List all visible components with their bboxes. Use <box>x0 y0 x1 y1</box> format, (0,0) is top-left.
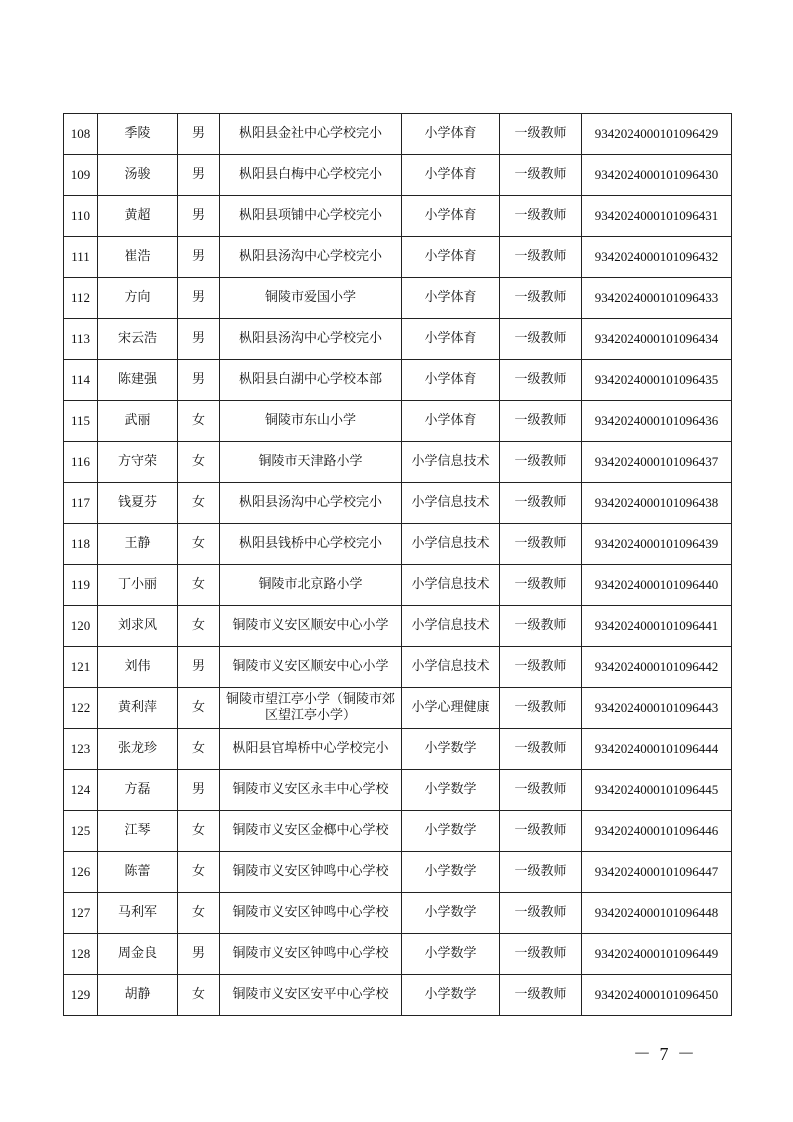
cell-title: 一级教师 <box>500 975 582 1016</box>
cell-cert: 9342024000101096443 <box>582 688 732 729</box>
cell-title: 一级教师 <box>500 401 582 442</box>
cell-school: 枞阳县汤沟中心学校完小 <box>220 319 402 360</box>
cell-subject: 小学数学 <box>402 934 500 975</box>
cell-name: 方向 <box>98 278 178 319</box>
cell-title: 一级教师 <box>500 729 582 770</box>
cell-title: 一级教师 <box>500 852 582 893</box>
cell-name: 陈建强 <box>98 360 178 401</box>
cell-name: 陈蕾 <box>98 852 178 893</box>
cell-subject: 小学数学 <box>402 852 500 893</box>
cell-gender: 男 <box>178 114 220 155</box>
table-row <box>64 196 732 237</box>
cell-cert: 9342024000101096447 <box>582 852 732 893</box>
cell-subject: 小学体育 <box>402 196 500 237</box>
teacher-roster-table <box>63 113 732 1016</box>
table-row <box>64 442 732 483</box>
cell-title: 一级教师 <box>500 360 582 401</box>
cell-subject: 小学体育 <box>402 278 500 319</box>
cell-subject: 小学体育 <box>402 114 500 155</box>
cell-no: 114 <box>64 360 98 401</box>
cell-no: 119 <box>64 565 98 606</box>
table-row <box>64 688 732 729</box>
cell-name: 宋云浩 <box>98 319 178 360</box>
cell-name: 黄利萍 <box>98 688 178 729</box>
cell-school: 铜陵市义安区安平中心学校 <box>220 975 402 1016</box>
cell-school: 铜陵市东山小学 <box>220 401 402 442</box>
cell-name: 崔浩 <box>98 237 178 278</box>
cell-school: 铜陵市义安区顺安中心小学 <box>220 647 402 688</box>
cell-subject: 小学信息技术 <box>402 524 500 565</box>
cell-title: 一级教师 <box>500 770 582 811</box>
cell-cert: 9342024000101096448 <box>582 893 732 934</box>
cell-no: 110 <box>64 196 98 237</box>
cell-gender: 男 <box>178 770 220 811</box>
cell-no: 112 <box>64 278 98 319</box>
cell-no: 109 <box>64 155 98 196</box>
cell-title: 一级教师 <box>500 934 582 975</box>
cell-title: 一级教师 <box>500 524 582 565</box>
cell-title: 一级教师 <box>500 196 582 237</box>
cell-school: 铜陵市天津路小学 <box>220 442 402 483</box>
cell-no: 124 <box>64 770 98 811</box>
cell-name: 刘伟 <box>98 647 178 688</box>
cell-gender: 男 <box>178 934 220 975</box>
table-row <box>64 524 732 565</box>
cell-no: 122 <box>64 688 98 729</box>
cell-title: 一级教师 <box>500 565 582 606</box>
cell-subject: 小学数学 <box>402 729 500 770</box>
cell-cert: 9342024000101096436 <box>582 401 732 442</box>
table-row <box>64 114 732 155</box>
cell-subject: 小学信息技术 <box>402 647 500 688</box>
cell-cert: 9342024000101096445 <box>582 770 732 811</box>
cell-cert: 9342024000101096432 <box>582 237 732 278</box>
table-row <box>64 852 732 893</box>
cell-gender: 女 <box>178 811 220 852</box>
cell-name: 季陵 <box>98 114 178 155</box>
cell-cert: 9342024000101096446 <box>582 811 732 852</box>
cell-name: 丁小丽 <box>98 565 178 606</box>
cell-cert: 9342024000101096438 <box>582 483 732 524</box>
cell-name: 方守荣 <box>98 442 178 483</box>
cell-school: 枞阳县项铺中心学校完小 <box>220 196 402 237</box>
cell-school: 枞阳县官埠桥中心学校完小 <box>220 729 402 770</box>
cell-cert: 9342024000101096435 <box>582 360 732 401</box>
cell-cert: 9342024000101096441 <box>582 606 732 647</box>
cell-school: 枞阳县白湖中心学校本部 <box>220 360 402 401</box>
cell-gender: 男 <box>178 196 220 237</box>
cell-title: 一级教师 <box>500 483 582 524</box>
table-row <box>64 401 732 442</box>
roster-body <box>64 114 732 1016</box>
cell-gender: 男 <box>178 155 220 196</box>
cell-name: 江琴 <box>98 811 178 852</box>
cell-school: 铜陵市义安区永丰中心学校 <box>220 770 402 811</box>
cell-subject: 小学数学 <box>402 893 500 934</box>
cell-no: 108 <box>64 114 98 155</box>
cell-cert: 9342024000101096434 <box>582 319 732 360</box>
cell-gender: 女 <box>178 975 220 1016</box>
cell-school: 枞阳县汤沟中心学校完小 <box>220 483 402 524</box>
table-row <box>64 319 732 360</box>
cell-gender: 男 <box>178 278 220 319</box>
cell-cert: 9342024000101096433 <box>582 278 732 319</box>
cell-no: 126 <box>64 852 98 893</box>
cell-subject: 小学信息技术 <box>402 565 500 606</box>
cell-gender: 女 <box>178 401 220 442</box>
cell-subject: 小学体育 <box>402 401 500 442</box>
cell-gender: 男 <box>178 360 220 401</box>
cell-name: 钱夏芬 <box>98 483 178 524</box>
cell-subject: 小学心理健康 <box>402 688 500 729</box>
cell-no: 128 <box>64 934 98 975</box>
cell-title: 一级教师 <box>500 114 582 155</box>
cell-no: 117 <box>64 483 98 524</box>
table-row <box>64 893 732 934</box>
cell-subject: 小学信息技术 <box>402 483 500 524</box>
cell-name: 周金良 <box>98 934 178 975</box>
cell-gender: 男 <box>178 319 220 360</box>
cell-school: 铜陵市望江亭小学（铜陵市郊区望江亭小学） <box>220 688 402 729</box>
cell-title: 一级教师 <box>500 442 582 483</box>
cell-name: 胡静 <box>98 975 178 1016</box>
table-row <box>64 360 732 401</box>
cell-name: 张龙珍 <box>98 729 178 770</box>
cell-title: 一级教师 <box>500 811 582 852</box>
table-row <box>64 606 732 647</box>
cell-name: 刘求风 <box>98 606 178 647</box>
cell-gender: 女 <box>178 565 220 606</box>
cell-school: 铜陵市北京路小学 <box>220 565 402 606</box>
cell-school: 铜陵市义安区金榔中心学校 <box>220 811 402 852</box>
cell-gender: 男 <box>178 237 220 278</box>
cell-subject: 小学数学 <box>402 811 500 852</box>
cell-cert: 9342024000101096449 <box>582 934 732 975</box>
cell-no: 118 <box>64 524 98 565</box>
table-row <box>64 565 732 606</box>
cell-cert: 9342024000101096429 <box>582 114 732 155</box>
cell-name: 方磊 <box>98 770 178 811</box>
table-row <box>64 811 732 852</box>
cell-title: 一级教师 <box>500 319 582 360</box>
cell-gender: 男 <box>178 647 220 688</box>
table-row <box>64 237 732 278</box>
cell-no: 116 <box>64 442 98 483</box>
cell-cert: 9342024000101096437 <box>582 442 732 483</box>
cell-no: 120 <box>64 606 98 647</box>
cell-cert: 9342024000101096450 <box>582 975 732 1016</box>
cell-cert: 9342024000101096444 <box>582 729 732 770</box>
cell-school: 铜陵市义安区顺安中心小学 <box>220 606 402 647</box>
table-row <box>64 975 732 1016</box>
cell-gender: 女 <box>178 893 220 934</box>
cell-subject: 小学信息技术 <box>402 606 500 647</box>
cell-title: 一级教师 <box>500 278 582 319</box>
table-row <box>64 729 732 770</box>
cell-subject: 小学体育 <box>402 360 500 401</box>
cell-no: 125 <box>64 811 98 852</box>
table-row <box>64 770 732 811</box>
cell-title: 一级教师 <box>500 893 582 934</box>
cell-gender: 女 <box>178 729 220 770</box>
page-number: － 7 － <box>633 1044 697 1064</box>
cell-no: 115 <box>64 401 98 442</box>
cell-cert: 9342024000101096431 <box>582 196 732 237</box>
cell-cert: 9342024000101096430 <box>582 155 732 196</box>
cell-subject: 小学数学 <box>402 975 500 1016</box>
table-row <box>64 155 732 196</box>
cell-title: 一级教师 <box>500 606 582 647</box>
cell-subject: 小学体育 <box>402 237 500 278</box>
cell-cert: 9342024000101096439 <box>582 524 732 565</box>
cell-subject: 小学数学 <box>402 770 500 811</box>
table-row <box>64 934 732 975</box>
cell-school: 铜陵市义安区钟鸣中心学校 <box>220 934 402 975</box>
table-row <box>64 647 732 688</box>
cell-no: 111 <box>64 237 98 278</box>
cell-gender: 女 <box>178 483 220 524</box>
cell-title: 一级教师 <box>500 155 582 196</box>
cell-no: 127 <box>64 893 98 934</box>
cell-cert: 9342024000101096440 <box>582 565 732 606</box>
cell-school: 铜陵市爱国小学 <box>220 278 402 319</box>
cell-gender: 女 <box>178 606 220 647</box>
cell-school: 枞阳县金社中心学校完小 <box>220 114 402 155</box>
cell-subject: 小学信息技术 <box>402 442 500 483</box>
cell-subject: 小学体育 <box>402 319 500 360</box>
cell-title: 一级教师 <box>500 237 582 278</box>
cell-name: 武丽 <box>98 401 178 442</box>
cell-no: 129 <box>64 975 98 1016</box>
cell-gender: 女 <box>178 688 220 729</box>
cell-no: 113 <box>64 319 98 360</box>
cell-subject: 小学体育 <box>402 155 500 196</box>
cell-school: 枞阳县汤沟中心学校完小 <box>220 237 402 278</box>
cell-gender: 女 <box>178 524 220 565</box>
cell-name: 汤骏 <box>98 155 178 196</box>
cell-title: 一级教师 <box>500 688 582 729</box>
cell-name: 王静 <box>98 524 178 565</box>
table-row <box>64 483 732 524</box>
cell-school: 铜陵市义安区钟鸣中心学校 <box>220 893 402 934</box>
cell-name: 黄超 <box>98 196 178 237</box>
table-row <box>64 278 732 319</box>
cell-school: 枞阳县白梅中心学校完小 <box>220 155 402 196</box>
cell-no: 123 <box>64 729 98 770</box>
cell-school: 枞阳县钱桥中心学校完小 <box>220 524 402 565</box>
cell-cert: 9342024000101096442 <box>582 647 732 688</box>
cell-title: 一级教师 <box>500 647 582 688</box>
cell-name: 马利军 <box>98 893 178 934</box>
cell-gender: 女 <box>178 852 220 893</box>
cell-no: 121 <box>64 647 98 688</box>
cell-school: 铜陵市义安区钟鸣中心学校 <box>220 852 402 893</box>
cell-gender: 女 <box>178 442 220 483</box>
